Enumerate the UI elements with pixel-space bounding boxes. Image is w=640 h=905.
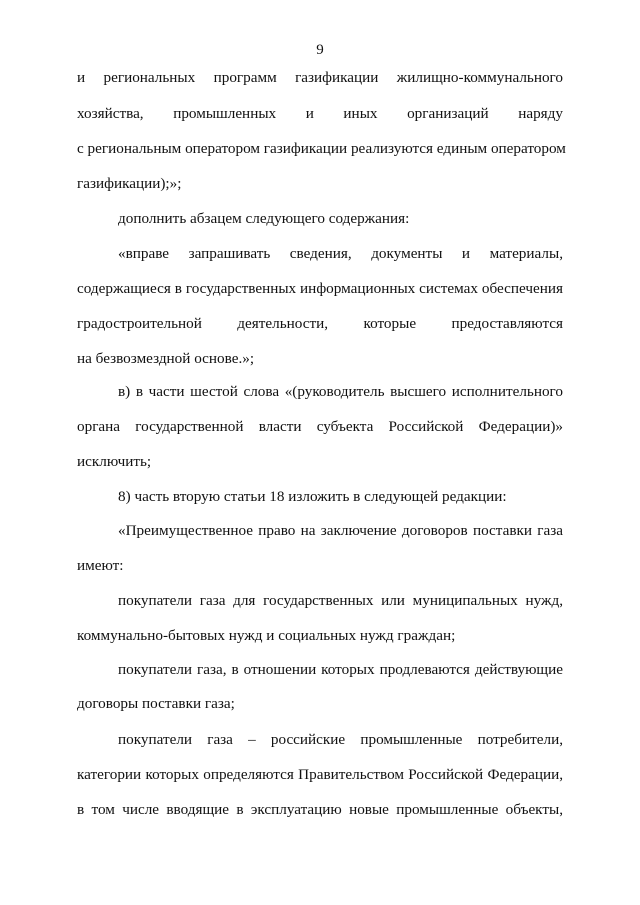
text-line: и региональных программ газификации жилищно-коммунального: [77, 69, 563, 86]
text-line: в) в части шестой слова «(руководитель высшего исполнительного: [118, 383, 563, 400]
text-line: покупатели газа для государственных или муниципальных нужд,: [118, 592, 563, 609]
text-line: договоры поставки газа;: [77, 695, 235, 712]
text-line: покупатели газа – российские промышленные потребители,: [118, 731, 563, 748]
text-line: «Преимущественное право на заключение договоров поставки газа: [118, 522, 563, 539]
text-line: исключить;: [77, 453, 152, 470]
text-line: с региональным оператором газификации реализуются единым оператором: [77, 140, 566, 157]
text-line: градостроительной деятельности, которые предоставляются: [77, 315, 563, 332]
text-line: имеют:: [77, 557, 124, 574]
text-line: «вправе запрашивать сведения, документы и материалы,: [118, 245, 563, 262]
text-line: газификации);»;: [77, 175, 182, 192]
text-line: содержащиеся в государственных информационных системах обеспечения: [77, 280, 563, 297]
text-line: 8) часть вторую статьи 18 изложить в следующей редакции:: [118, 488, 507, 505]
text-line: дополнить абзацем следующего содержания:: [118, 210, 410, 227]
text-line: в том числе вводящие в эксплуатацию новые промышленные объекты,: [77, 801, 563, 818]
text-line: органа государственной власти субъекта Российской Федерации)»: [77, 418, 563, 435]
text-line: коммунально-бытовых нужд и социальных нужд граждан;: [77, 627, 456, 644]
text-line: категории которых определяются Правительством Российской Федерации,: [77, 766, 563, 783]
text-line: хозяйства, промышленных и иных организаций наряду: [77, 105, 563, 122]
page-number: 9: [316, 42, 324, 58]
text-line: покупатели газа, в отношении которых продлеваются действующие: [118, 661, 563, 678]
text-line: на безвозмездной основе.»;: [77, 350, 255, 367]
